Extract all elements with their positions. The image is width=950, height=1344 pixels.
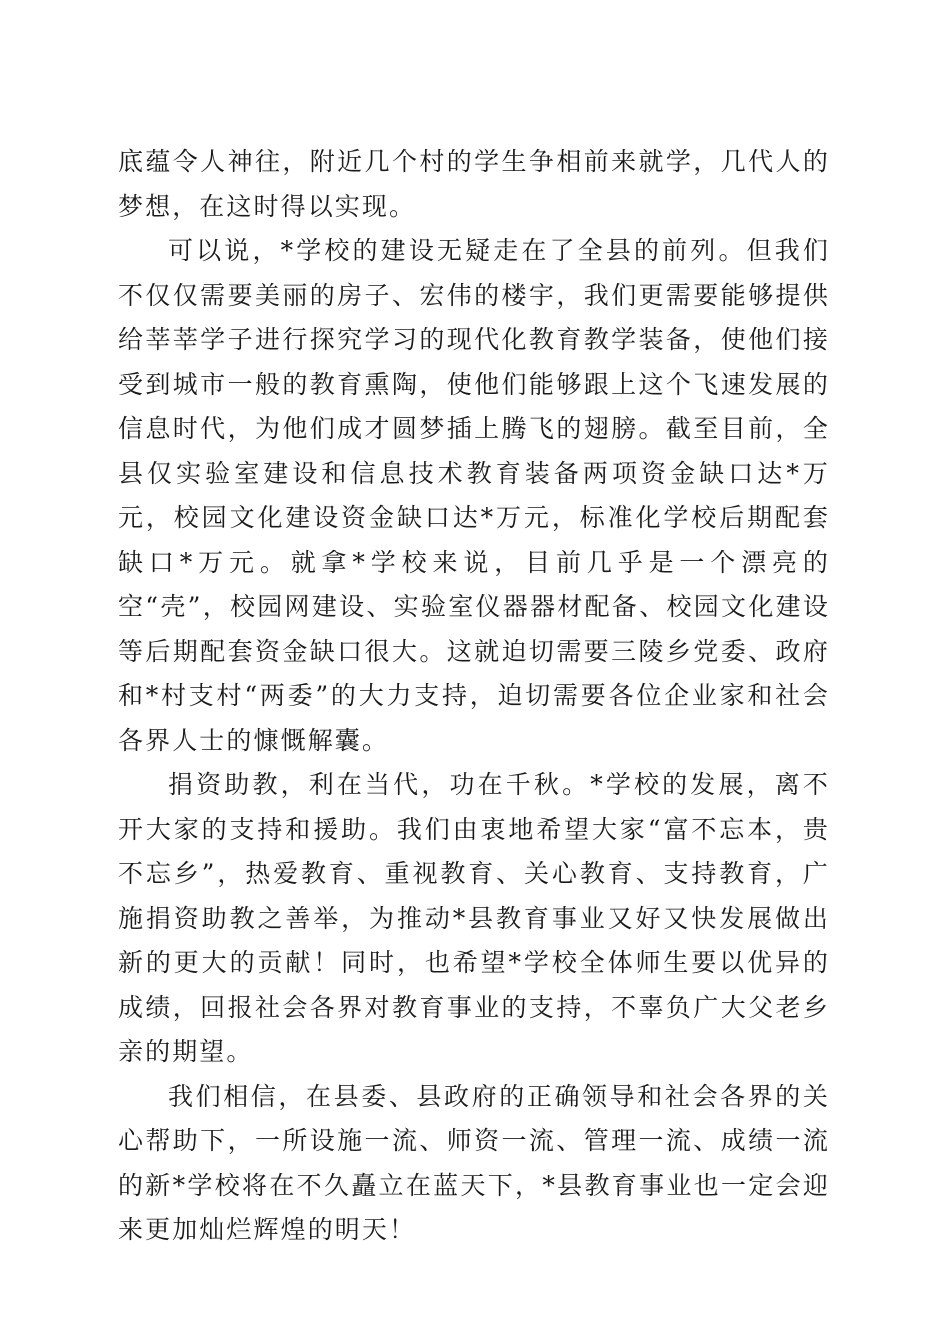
- paragraph-continuation: 底蕴令人神往，附近几个村的学生争相前来就学，几代人的梦想，在这时得以实现。: [118, 147, 830, 221]
- paragraph-closing: 我们相信，在县委、县政府的正确领导和社会各界的关心帮助下，一所设施一流、师资一流、管理一流、成绩一流的新*学校将在不久矗立在蓝天下，*县教育事业也一定会迎来更加灿烂辉煌的明天！: [118, 1081, 830, 1244]
- paragraph-donation-appeal: 捐资助教，利在当代，功在千秋。*学校的发展，离不开大家的支持和援助。我们由衷地希望大家“富不忘本，贵不忘乡”，热爱教育、重视教育、关心教育、支持教育，广施捐资助教之善举，为推动*县教育事业又好又快发展做出新的更大的贡献！同时，也希望*学校全体师生要以优异的成绩，回报社会各界对教育事业的支持，不辜负广大父老乡亲的期望。: [118, 770, 830, 1066]
- document-body: [118, 140, 830, 1253]
- paragraph-school-construction: 可以说，*学校的建设无疑走在了全县的前列。但我们不仅仅需要美丽的房子、宏伟的楼宇，我们更需要能够提供给莘莘学子进行探究学习的现代化教育教学装备，使他们接受到城市一般的教育熏陶，使他们能够跟上这个飞速发展的信息时代，为他们成才圆梦插上腾飞的翅膀。截至目前，全县仅实验室建设和信息技术教育装备两项资金缺口达*万元，校园文化建设资金缺口达*万元，标准化学校后期配套缺口*万元。就拿*学校来说，目前几乎是一个漂亮的空“壳”，校园网建设、实验室仪器器材配备、校园文化建设等后期配套资金缺口很大。这就迫切需要三陵乡党委、政府和*村支村“两委”的大力支持，迫切需要各位企业家和社会各界人士的慷慨解囊。: [118, 236, 830, 755]
